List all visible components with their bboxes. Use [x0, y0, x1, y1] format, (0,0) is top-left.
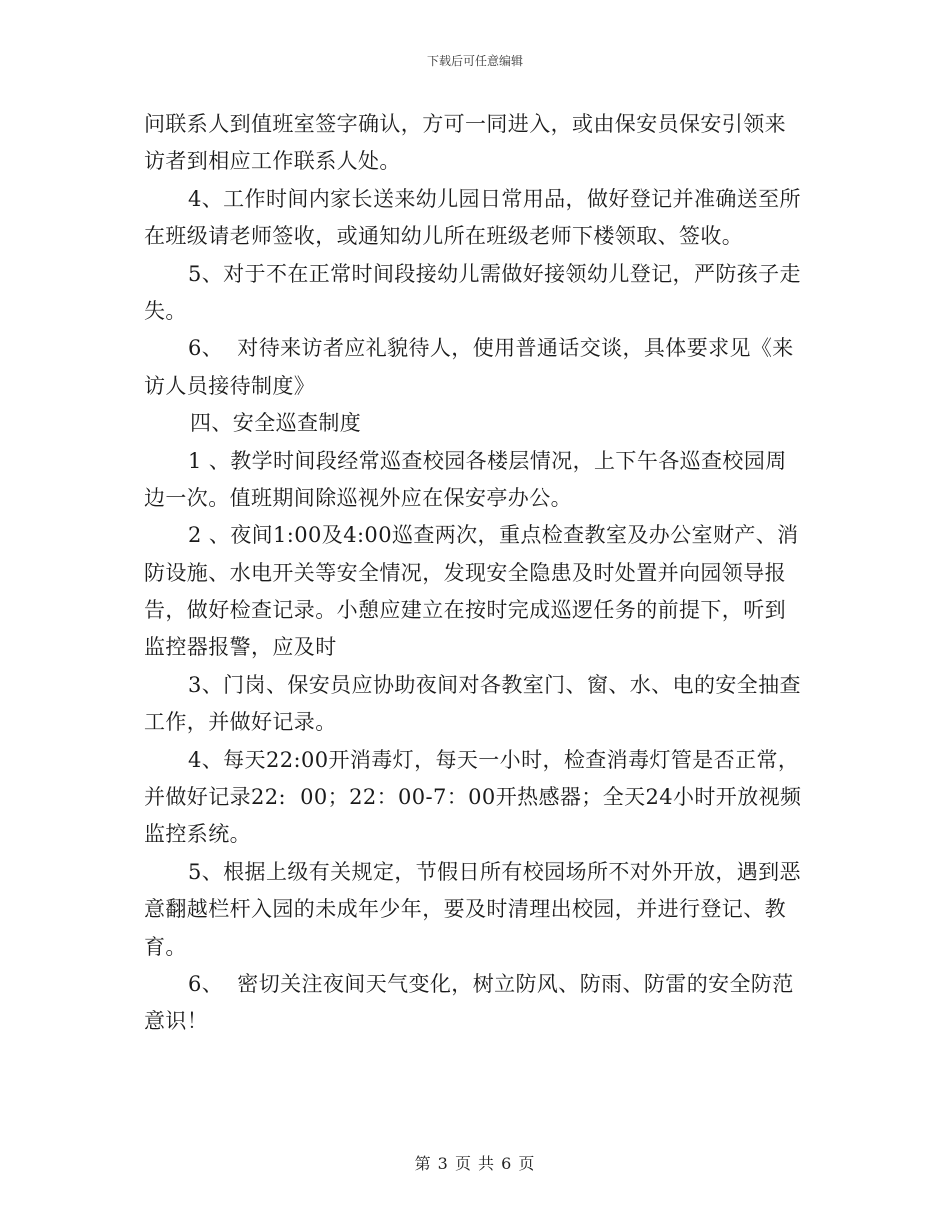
text-line: 5、根据上级有关规定，节假日所有校园场所不对外开放，遇到恶: [188, 859, 801, 884]
text-line: 并做好记录22: 00；22：00-7：00开热感器；全天24小时开放视频: [144, 785, 802, 810]
text-line: 失。: [144, 298, 187, 323]
text-line: 工作，并做好记录。: [144, 710, 337, 735]
text-line: 意翻越栏杆入园的未成年少年，要及时清理出校园，并进行登记、教: [144, 897, 786, 922]
text-line: 4、工作时间内家长送来幼儿园日常用品，做好登记并准确送至所: [188, 186, 801, 211]
text-line: 5、对于不在正常时间段接幼儿需做好接领幼儿登记，严防孩子走: [188, 261, 801, 286]
text-line: 监控器报警，应及时: [144, 635, 337, 660]
text-line: 访人员接待制度》: [144, 373, 316, 398]
text-line: 2 、夜间1:00及4:00巡查两次，重点检查教室及办公室财产、消: [188, 523, 799, 548]
page-footer: 第 3 页 共 6 页: [414, 1154, 536, 1173]
text-line: 防设施、水电开关等安全情况，发现安全隐患及时处置并向园领导报: [144, 560, 786, 585]
text-line: 育。: [144, 934, 187, 959]
text-line: 访者到相应工作联系人处。: [144, 149, 401, 174]
text-line: 1 、教学时间段经常巡查校园各楼层情况，上下午各巡查校园周: [188, 448, 787, 473]
text-line: 在班级请老师签收，或通知幼儿所在班级老师下楼领取、签收。: [144, 224, 744, 249]
text-line: 监控系统。: [144, 822, 251, 847]
text-line: 告，做好检查记录。小憩应建立在按时完成巡逻任务的前提下，听到: [144, 598, 786, 623]
text-line: 意识！: [144, 1009, 209, 1034]
text-line: 6、 对待来访者应礼貌待人，使用普通话交谈，具体要求见《来: [188, 336, 794, 361]
header-note: 下载后可任意编辑: [426, 54, 523, 68]
text-line: 边一次。值班期间除巡视外应在保安亭办公。: [144, 485, 572, 510]
text-line: 4、每天22:00开消毒灯，每天一小时，检查消毒灯管是否正常，: [188, 747, 800, 772]
text-line: 问联系人到值班室签字确认，方可一同进入，或由保安员保安引领来: [144, 112, 786, 136]
document-body: [144, 106, 814, 1041]
text-line: 3、门岗、保安员应协助夜间对各教室门、窗、水、电的安全抽查: [188, 672, 801, 697]
section-heading: 四、安全巡查制度: [190, 411, 362, 436]
text-line: 6、 密切关注夜间天气变化，树立防风、防雨、防雷的安全防范: [188, 971, 794, 996]
